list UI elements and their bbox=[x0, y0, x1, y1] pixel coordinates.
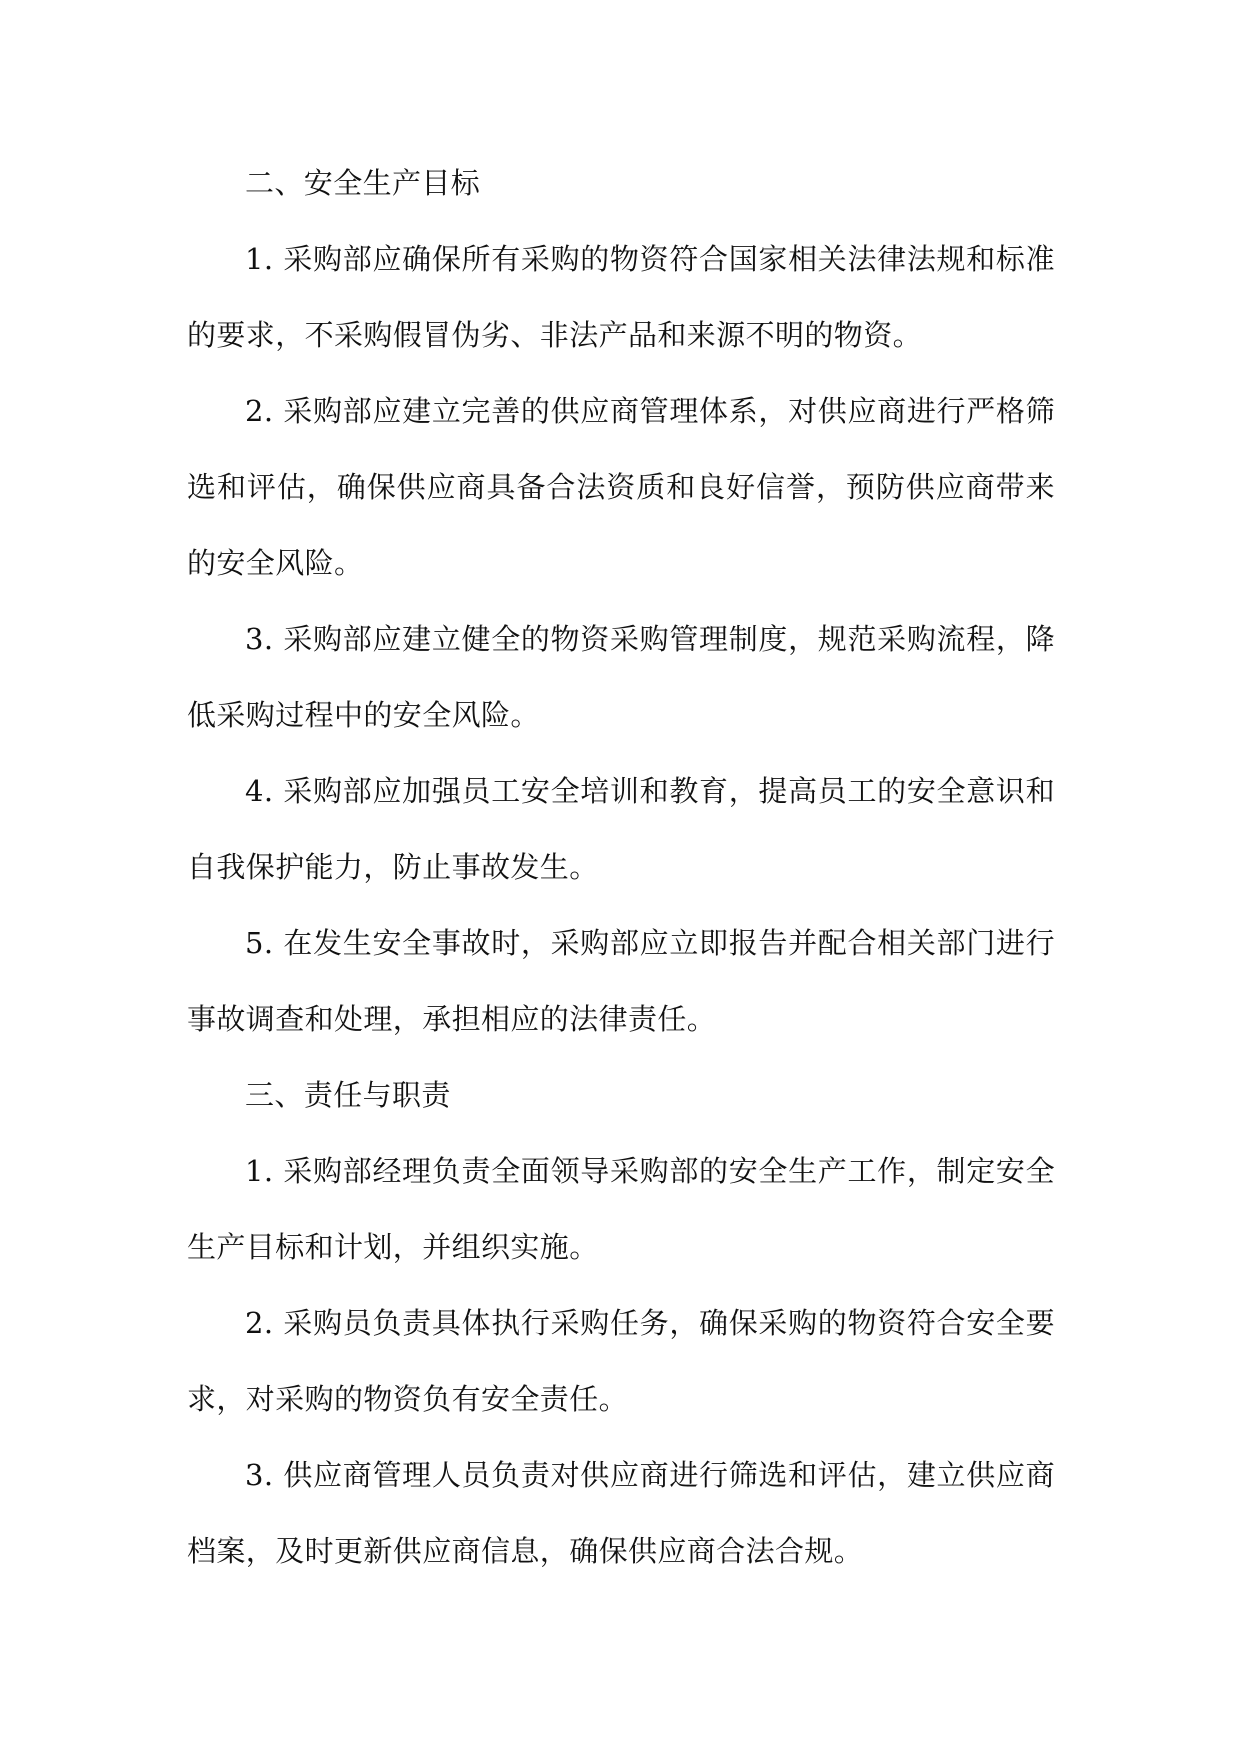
paragraph: 3. 供应商管理人员负责对供应商进行筛选和评估，建立供应商档案，及时更新供应商信息，确保供应商合法合规。 bbox=[187, 1458, 1055, 1568]
section-heading-responsibilities: 三、责任与职责 bbox=[245, 1078, 451, 1112]
paragraph: 2. 采购部应建立完善的供应商管理体系，对供应商进行严格筛选和评估，确保供应商具备合法资质和良好信誉，预防供应商带来的安全风险。 bbox=[187, 394, 1055, 580]
paragraph: 5. 在发生安全事故时，采购部应立即报告并配合相关部门进行事故调查和处理，承担相应的法律责任。 bbox=[187, 926, 1055, 1036]
paragraph: 3. 采购部应建立健全的物资采购管理制度，规范采购流程，降低采购过程中的安全风险。 bbox=[187, 622, 1055, 732]
paragraph: 2. 采购员负责具体执行采购任务，确保采购的物资符合安全要求，对采购的物资负有安全责任。 bbox=[187, 1306, 1055, 1416]
paragraph: 1. 采购部经理负责全面领导采购部的安全生产工作，制定安全生产目标和计划，并组织实施。 bbox=[187, 1154, 1055, 1264]
paragraph: 4. 采购部应加强员工安全培训和教育，提高员工的安全意识和自我保护能力，防止事故发生。 bbox=[187, 774, 1055, 884]
paragraph: 1. 采购部应确保所有采购的物资符合国家相关法律法规和标准的要求，不采购假冒伪劣、非法产品和来源不明的物资。 bbox=[187, 242, 1055, 352]
document-body bbox=[187, 145, 1055, 1589]
section-heading-safety-goals: 二、安全生产目标 bbox=[245, 166, 481, 200]
